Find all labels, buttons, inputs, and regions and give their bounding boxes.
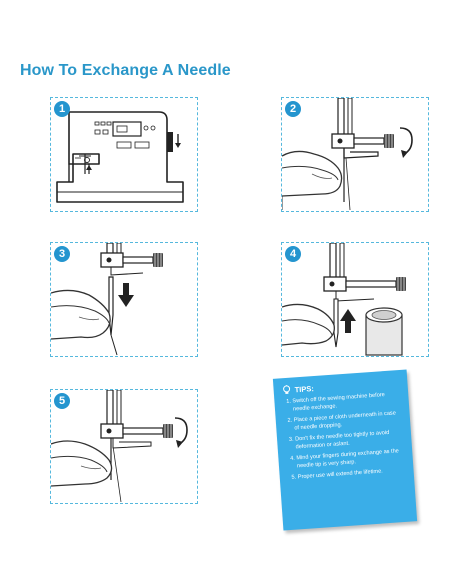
- tips-heading: TIPS:: [294, 383, 315, 394]
- lightbulb-icon: [281, 385, 292, 396]
- tip-item: 1. Switch off the sewing machine before needle exchange.: [292, 390, 401, 413]
- step-1-badge: 1: [54, 101, 70, 117]
- tips-note: [273, 370, 417, 531]
- step-3-panel: [50, 242, 198, 357]
- tip-item: 3. Don't fix the needle too tightly to avoid deformation or aslant.: [295, 428, 404, 451]
- tip-item: 5. Proper use will extend the lifetime.: [298, 466, 406, 482]
- page-title: How To Exchange A Needle: [20, 62, 231, 79]
- step-4-panel: [281, 242, 429, 357]
- loosen-needle-screw-illustration: [282, 98, 428, 211]
- sewing-machine-illustration: [51, 98, 197, 211]
- tighten-needle-screw-illustration: [51, 390, 197, 503]
- step-5-panel: [50, 389, 198, 504]
- tips-list: [282, 390, 406, 482]
- step-3-badge: 3: [54, 246, 70, 262]
- tip-item: 2. Place a piece of cloth underneath in case of needle dropping.: [294, 409, 403, 432]
- tip-item: 4. Mind your fingers during exchange as the needle tip is very sharp.: [296, 447, 405, 470]
- remove-needle-illustration: [51, 243, 197, 356]
- step-2-panel: [281, 97, 429, 212]
- step-1-panel: [50, 97, 198, 212]
- step-5-badge: 5: [54, 393, 70, 409]
- insert-needle-illustration: [282, 243, 428, 356]
- step-2-badge: 2: [285, 101, 301, 117]
- step-4-badge: 4: [285, 246, 301, 262]
